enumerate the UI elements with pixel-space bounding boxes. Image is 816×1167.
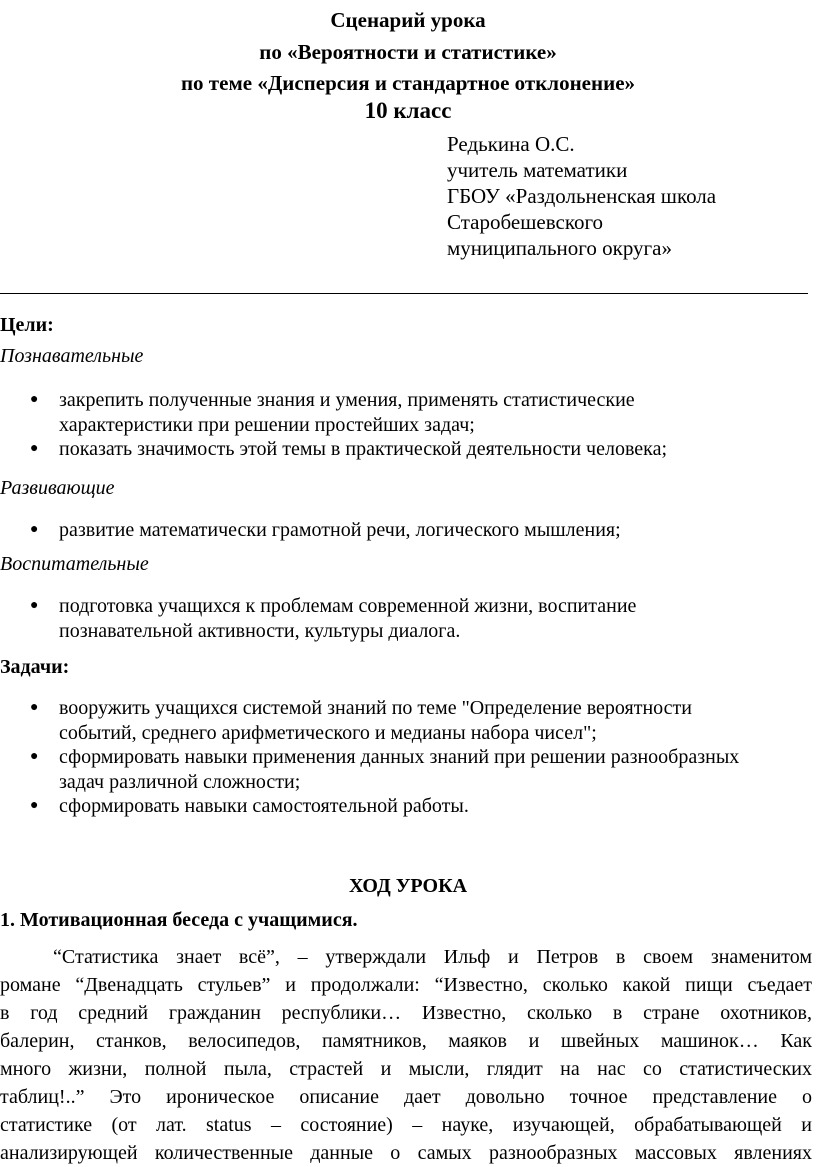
- paragraph-line: много жизни, полной пыла, страстей и мысли, глядит на нас со статистических: [0, 1058, 812, 1080]
- educational-goals-list: [0, 594, 812, 643]
- cognitive-goals-label: Познавательные: [0, 345, 144, 367]
- doc-title-line3: по теме «Дисперсия и стандартное отклонение»: [180, 71, 636, 95]
- paragraph-line: таблиц!..” Это ироническое описание дает довольно точное представление о: [0, 1086, 812, 1108]
- bullet-icon: ●: [30, 700, 39, 715]
- paragraph-line: балерин, станков, велосипедов, памятников, маяков и швейных машинок… Как: [0, 1030, 812, 1052]
- section-heading: 1. Мотивационная беседа с учащимися.: [0, 909, 358, 931]
- lesson-title: ХОД УРОКА: [348, 875, 468, 897]
- list-item: ● развитие математически грамотной речи, логического мышления;: [30, 519, 621, 541]
- bullet-icon: ●: [30, 598, 39, 613]
- paragraph-line: “Статистика знает всё”, – утверждали Ильф и Петров в своем знаменитом: [53, 946, 812, 968]
- cognitive-goals-list: [0, 388, 812, 462]
- paragraph-line: романе “Двенадцать стульев” и продолжали: “Известно, сколько какой пищи съедает: [0, 974, 812, 996]
- list-item: ● закрепить полученные знания и умения, применять статистические характеристики при решении простейших задач;: [30, 389, 635, 436]
- author-name: Редькина О.С.: [447, 132, 575, 156]
- list-item: ● показать значимость этой темы в практической деятельности человека;: [30, 438, 668, 460]
- bullet-icon: ●: [30, 522, 39, 537]
- goals-heading: Цели:: [0, 314, 54, 336]
- bullet-icon: ●: [30, 749, 39, 764]
- bullet-icon: ●: [30, 798, 39, 813]
- developing-goals-list: [0, 518, 812, 543]
- paragraph-line: статистике (от лат. status – состояние) – науке, изучающей, обрабатывающей и: [0, 1114, 812, 1136]
- tasks-list: [0, 696, 812, 819]
- author-position: учитель математики: [447, 158, 628, 182]
- bullet-icon: ●: [30, 392, 39, 407]
- paragraph-line: в год средний гражданин республики… Известно, сколько в стране охотников,: [0, 1002, 812, 1024]
- author-school-line3: муниципального округа»: [447, 236, 672, 260]
- list-item: ● сформировать навыки самостоятельной работы.: [30, 795, 469, 817]
- list-item: ● подготовка учащихся к проблемам современной жизни, воспитание познавательной активности, культуры диалога.: [30, 595, 637, 642]
- bullet-icon: ●: [30, 441, 39, 456]
- author-school-line1: ГБОУ «Раздольненская школа: [447, 184, 717, 208]
- author-school-line2: Старобешевского: [447, 210, 604, 234]
- doc-title-grade: 10 класс: [364, 98, 452, 123]
- doc-title-line1: Сценарий урока: [330, 8, 486, 32]
- paragraph-line: анализирующей количественные данные о самых разнообразных массовых явлениях: [0, 1142, 812, 1164]
- header-divider: [0, 293, 808, 294]
- developing-goals-label: Развивающие: [0, 477, 115, 499]
- doc-title-line2: по «Вероятности и статистике»: [259, 40, 557, 64]
- list-item: ● вооружить учащихся системой знаний по теме "Определение вероятности событий, среднего арифметического и медианы набора чисел";: [30, 697, 692, 744]
- tasks-heading: Задачи:: [0, 656, 70, 678]
- educational-goals-label: Воспитательные: [0, 553, 149, 575]
- list-item: ● сформировать навыки применения данных знаний при решении разнообразных задач различной сложности;: [30, 746, 740, 793]
- lesson-paragraph: [0, 943, 812, 1167]
